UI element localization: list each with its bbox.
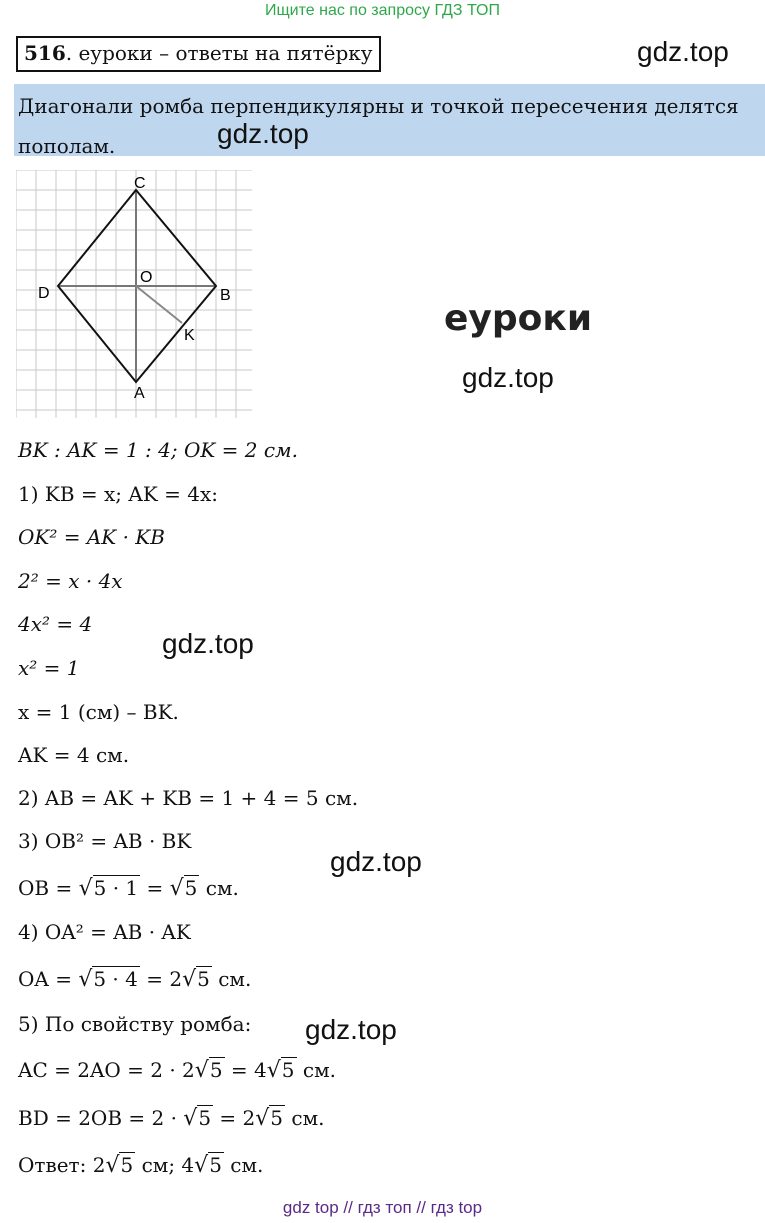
radicand: 5 bbox=[209, 1153, 222, 1177]
radicand: 5 bbox=[120, 1153, 134, 1177]
radicand: 5 bbox=[184, 876, 198, 900]
bd-result-line bbox=[18, 1104, 325, 1133]
text-part: = 4 bbox=[224, 1058, 267, 1082]
equation-line: AK = 4 см. bbox=[18, 743, 130, 767]
oa-result-line bbox=[18, 965, 251, 994]
given-line: BK : AK = 1 : 4; OK = 2 см. bbox=[18, 438, 298, 462]
text-part: = bbox=[140, 876, 170, 900]
label-a: A bbox=[134, 385, 145, 402]
label-d: D bbox=[38, 285, 50, 302]
watermark: gdz.top bbox=[637, 36, 729, 67]
equation-line: 4x² = 4 bbox=[18, 612, 93, 636]
exercise-title bbox=[16, 36, 381, 72]
text-part: см. bbox=[296, 1058, 336, 1082]
text-part: см. bbox=[223, 1153, 264, 1177]
equation-line: OK² = AK · KB bbox=[18, 525, 165, 549]
label-o: O bbox=[140, 269, 153, 286]
text-part: AC = 2AO = 2 · 2 bbox=[18, 1058, 195, 1082]
text-part: см. bbox=[285, 1106, 325, 1130]
top-banner[interactable]: Ищите нас по запросу ГДЗ ТОП bbox=[265, 2, 500, 19]
radicand: 5 bbox=[197, 967, 210, 991]
equation-line: x² = 1 bbox=[18, 656, 80, 680]
step-4-line: 4) OA² = AB · AK bbox=[18, 920, 191, 944]
brand-logo: еуроки bbox=[444, 298, 593, 339]
sqrt-expression: √5 bbox=[182, 967, 210, 992]
watermark: gdz.top bbox=[462, 362, 554, 393]
step-2-line: 2) AB = AK + KB = 1 + 4 = 5 см. bbox=[18, 786, 359, 810]
sqrt-expression: √5 bbox=[255, 1106, 284, 1131]
exercise-number: 516 bbox=[24, 41, 66, 65]
text-part: OA = bbox=[18, 967, 79, 991]
sqrt-expression: √5 · 4 bbox=[78, 967, 138, 992]
footer-links[interactable]: gdz top // гдз топ // гдз top bbox=[282, 1198, 483, 1217]
watermark: gdz.top bbox=[217, 118, 309, 149]
sqrt-expression: √5 bbox=[105, 1153, 134, 1178]
step-1-heading: 1) KB = x; AK = 4x: bbox=[18, 482, 218, 506]
rhombus-figure bbox=[16, 170, 252, 418]
equation-line: 2² = x · 4x bbox=[18, 569, 123, 593]
sqrt-expression: √5 · 1 bbox=[78, 876, 139, 901]
text-part: OB = bbox=[18, 876, 79, 900]
step-5-line: 5) По свойству ромба: bbox=[18, 1012, 252, 1036]
radicand: 5 bbox=[198, 1106, 212, 1130]
label-c: C bbox=[134, 175, 146, 192]
label-k: K bbox=[184, 327, 195, 344]
text-part: см. bbox=[211, 967, 252, 991]
text-part: = 2 bbox=[213, 1106, 256, 1130]
text-part: см; 4 bbox=[135, 1153, 195, 1177]
radicand: 5 · 4 bbox=[93, 967, 138, 991]
text-part: Ответ: 2 bbox=[18, 1153, 106, 1177]
radicand: 5 bbox=[281, 1058, 295, 1082]
theorem-highlight bbox=[14, 84, 765, 156]
text-part: = 2 bbox=[139, 967, 183, 991]
sqrt-expression: √5 bbox=[169, 876, 198, 901]
watermark: gdz.top bbox=[305, 1014, 397, 1045]
sqrt-expression: √5 bbox=[194, 1153, 222, 1178]
label-b: B bbox=[220, 287, 231, 304]
ac-result-line bbox=[18, 1056, 336, 1085]
radicand: 5 bbox=[270, 1106, 284, 1130]
equation-line: x = 1 (см) – BK. bbox=[18, 700, 179, 724]
theorem-text: Диагонали ромба перпендикулярны и точкой пересечения делятся пополам. bbox=[18, 94, 739, 158]
radicand: 5 · 1 bbox=[93, 876, 139, 900]
text-part: BD = 2OB = 2 · bbox=[18, 1106, 184, 1130]
step-3-line: 3) OB² = AB · BK bbox=[18, 829, 192, 853]
watermark: gdz.top bbox=[330, 846, 422, 877]
ob-result-line bbox=[18, 874, 239, 903]
text-part: см. bbox=[199, 876, 239, 900]
exercise-title-text: . еуроки – ответы на пятёрку bbox=[65, 41, 373, 65]
sqrt-expression: √5 bbox=[266, 1058, 295, 1083]
answer-line bbox=[18, 1151, 263, 1180]
sqrt-expression: √5 bbox=[183, 1106, 212, 1131]
watermark: gdz.top bbox=[162, 628, 254, 659]
segment-ok bbox=[136, 286, 182, 323]
radicand: 5 bbox=[209, 1058, 223, 1082]
sqrt-expression: √5 bbox=[194, 1058, 223, 1083]
